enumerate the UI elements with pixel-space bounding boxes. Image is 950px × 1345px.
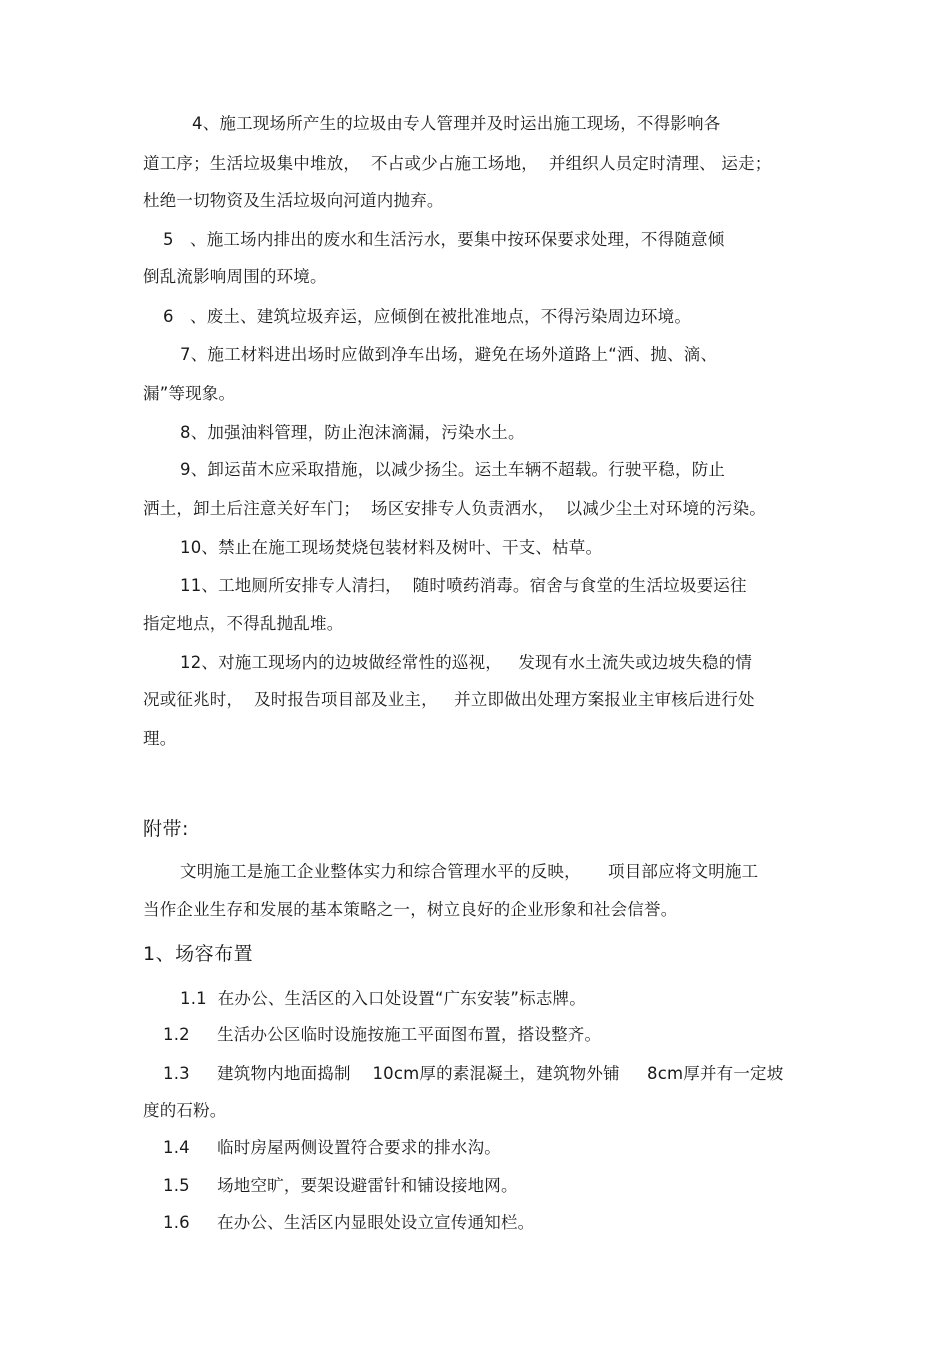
text-line: 7、施工材料进出场时应做到净车出场，避免在场外道路上“洒、抛、滴、 <box>180 345 718 364</box>
text-line: 理。 <box>143 729 177 748</box>
text-line: 洒土，卸土后注意关好车门； 场区安排专人负责洒水， 以减少尘土对环境的污染。 <box>143 499 766 518</box>
text-line: 12、对施工现场内的边坡做经常性的巡视， 发现有水土流失或边坡失稳的情 <box>180 653 753 672</box>
text-line: 倒乱流影响周围的环境。 <box>143 267 327 286</box>
text-line: 况或征兆时， 及时报告项目部及业主， 并立即做出处理方案报业主审核后进行处 <box>143 690 755 709</box>
list-item: 1.6 在办公、生活区内显眼处设立宣传通知栏。 <box>163 1213 535 1232</box>
list-item: 1.2 生活办公区临时设施按施工平面图布置，搭设整齐。 <box>163 1025 602 1044</box>
section-heading: 1、场容布置 <box>143 943 254 965</box>
text-line: 度的石粉。 <box>143 1101 227 1120</box>
list-item: 1.4 临时房屋两侧设置符合要求的排水沟。 <box>163 1138 501 1157</box>
appendix-heading: 附带: <box>143 818 189 840</box>
text-line: 9、卸运苗木应采取措施，以减少扬尘。运土车辆不超载。行驶平稳，防止 <box>180 460 726 479</box>
text-line: 文明施工是施工企业整体实力和综合管理水平的反映， 项目部应将文明施工 <box>180 862 759 881</box>
text-line: 4、施工现场所产生的垃圾由专人管理并及时运出施工现场，不得影响各 <box>192 114 721 133</box>
text-line: 5 、施工场内排出的废水和生活污水，要集中按环保要求处理，不得随意倾 <box>163 230 725 249</box>
text-line: 10、禁止在施工现场焚烧包装材料及树叶、干支、枯草。 <box>180 538 603 557</box>
text-line: 11、工地厕所安排专人清扫， 随时喷药消毒。宿舍与食堂的生活垃圾要运往 <box>180 576 747 595</box>
text-line: 道工序；生活垃圾集中堆放， 不占或少占施工场地， 并组织人员定时清理、 运走； <box>143 154 772 173</box>
text-line: 指定地点，不得乱抛乱堆。 <box>143 614 344 633</box>
text-line: 8、加强油料管理，防止泡沫滴漏，污染水土。 <box>180 423 525 442</box>
list-item: 1.5 场地空旷，要架设避雷针和铺设接地网。 <box>163 1176 518 1195</box>
text-line: 漏”等现象。 <box>143 384 236 403</box>
list-item: 1.1 在办公、生活区的入口处设置“广东安装”标志牌。 <box>180 989 586 1008</box>
text-line: 杜绝一切物资及生活垃圾向河道内抛弃。 <box>143 191 444 210</box>
list-item: 1.3 建筑物内地面捣制 10cm厚的素混凝土，建筑物外铺 8cm厚并有一定坡 <box>163 1064 784 1083</box>
text-line: 6 、废土、建筑垃圾弃运，应倾倒在被批准地点，不得污染周边环境。 <box>163 307 692 326</box>
text-line: 当作企业生存和发展的基本策略之一，树立良好的企业形象和社会信誉。 <box>143 900 678 919</box>
